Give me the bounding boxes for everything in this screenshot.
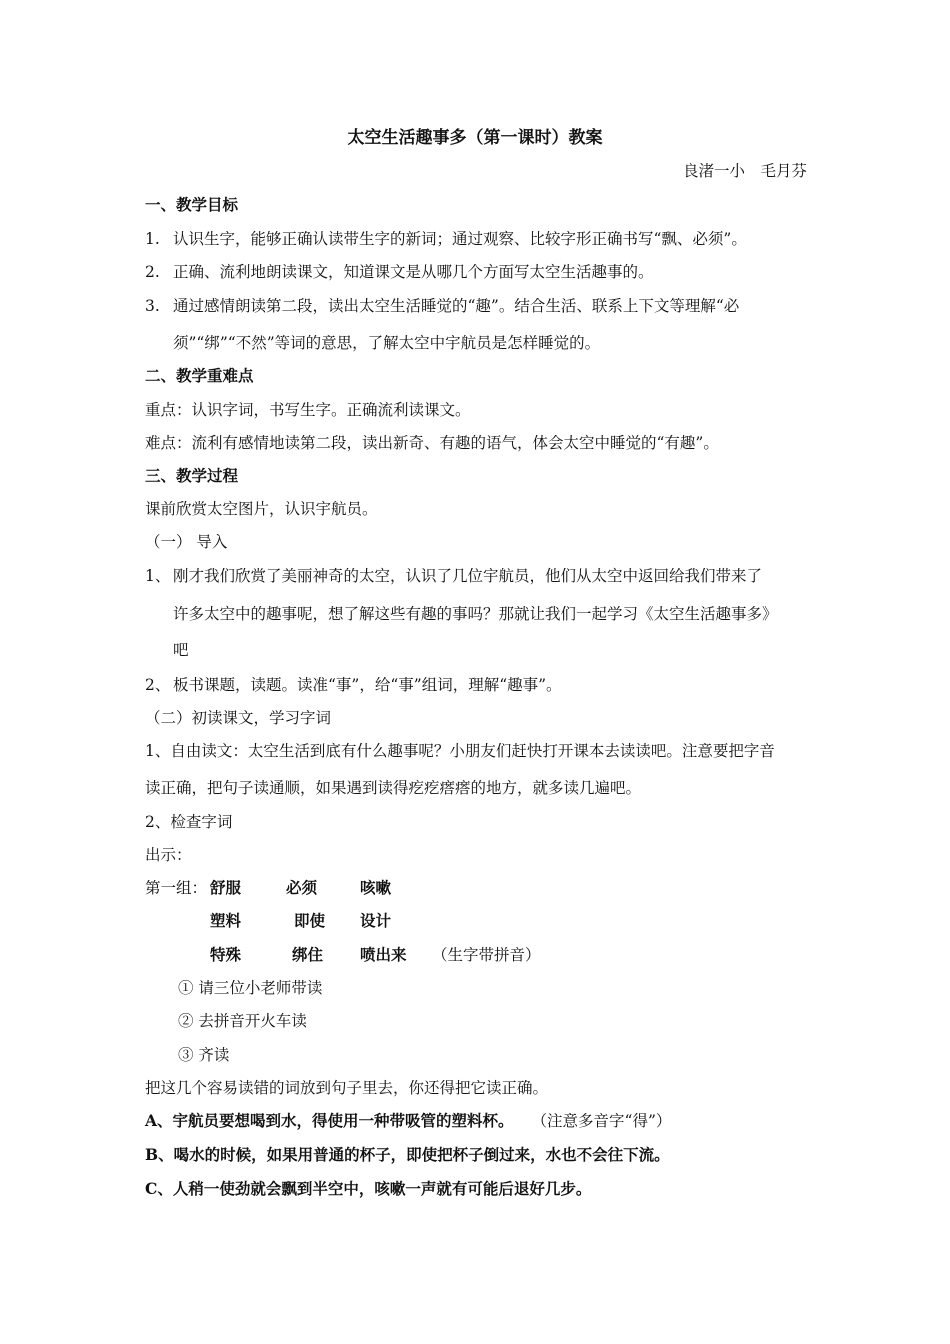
reading-item-1-continued: 读正确，把句子读通顺，如果遇到读得疙疙瘩瘩的地方，就多读几遍吧。 (145, 779, 642, 797)
intro-text: 刚才我们欣赏了美丽神奇的太空，认识了几位宇航员，他们从太空中返回给我们带来了 (173, 567, 763, 585)
word-row (210, 945, 541, 965)
word-row (210, 878, 391, 898)
section-heading-process: 三、教学过程 (145, 466, 239, 485)
objective-text: 正确、流利地朗读课文，知道课文是从哪几个方面写太空生活趣事的。 (173, 263, 654, 281)
objective-number: 2. (145, 263, 160, 281)
vocab-word: 即使 (294, 911, 326, 930)
objective-number: 3. (145, 297, 160, 315)
vocab-word: 舒服 (210, 878, 242, 897)
intro-number: 2、 (145, 676, 171, 694)
objective-item-2 (145, 262, 654, 282)
reading-item-1: 1、自由读文：太空生活到底有什么趣事呢？小朋友们赶快打开课本去读读吧。注意要把字音 (145, 742, 775, 760)
intro-item-1-line-2: 许多太空中的趣事呢，想了解这些有趣的事吗？那就让我们一起学习《太空生活趣事多》 (173, 605, 778, 623)
vocab-word: 咳嗽 (360, 878, 392, 897)
show-label: 出示： (145, 846, 192, 864)
vocab-word: 塑料 (210, 911, 242, 930)
objective-item-3-continued: 须”“绑”“不然”等词的意思，了解太空中宇航员是怎样睡觉的。 (173, 334, 601, 352)
intro-item-1-line-3: 吧 (173, 641, 189, 659)
document-title: 太空生活趣事多（第一课时）教案 (347, 128, 603, 148)
words-note: （生字带拼音） (432, 946, 541, 964)
section-heading-key-points: 二、教学重难点 (145, 366, 254, 385)
word-group-label: 第一组： (145, 879, 208, 897)
sentence-intro: 把这几个容易读错的词放到句子里去，你还得把它读正确。 (145, 1079, 549, 1097)
part-heading-reading: （二）初读课文，学习字词 (145, 709, 332, 727)
section-heading-objectives: 一、教学目标 (145, 195, 239, 214)
sentence-b: B、喝水的时候，如果用普通的杯子，即使把杯子倒过来，水也不会往下流。 (145, 1145, 670, 1164)
sentence-a-note: （注意多音字“得”） (531, 1112, 672, 1130)
sentence-a-text: A、宇航员要想喝到水，得使用一种带吸管的塑料杯。 (145, 1111, 514, 1130)
objective-text: 认识生字，能够正确认读带生字的新词；通过观察、比较字形正确书写“飘、必须”。 (173, 230, 747, 248)
objective-item-1 (145, 229, 747, 249)
reading-step-1: ① 请三位小老师带读 (178, 979, 323, 997)
intro-item-2 (145, 675, 562, 695)
reading-step-2: ② 去拼音开火车读 (178, 1012, 307, 1030)
objective-number: 1. (145, 230, 160, 248)
vocab-word: 设计 (360, 911, 392, 930)
sentence-a (145, 1111, 671, 1131)
intro-text: 板书课题，读题。读准“事”，给“事”组词，理解“趣事”。 (173, 676, 562, 694)
key-point-text: 重点：认识字词，书写生字。正确流利读课文。 (145, 401, 471, 419)
reading-item-2: 2、检查字词 (145, 813, 233, 831)
vocab-word: 喷出来 (360, 945, 407, 964)
objective-text: 通过感情朗读第二段，读出太空生活睡觉的“趣”。结合生活、联系上下文等理解“必 (173, 297, 740, 315)
difficult-point-text: 难点：流利有感情地读第二段，读出新奇、有趣的语气，体会太空中睡觉的“有趣”。 (145, 434, 719, 452)
author-line: 良渚一小 毛月芬 (682, 162, 807, 180)
objective-item-3 (145, 296, 739, 316)
word-row (210, 911, 391, 931)
vocab-word: 绑住 (292, 945, 324, 964)
vocab-word: 必须 (286, 878, 318, 897)
pre-class-text: 课前欣赏太空图片，认识宇航员。 (145, 500, 378, 518)
intro-number: 1、 (145, 567, 171, 585)
vocab-word: 特殊 (210, 945, 242, 964)
intro-item-1 (145, 566, 762, 586)
reading-step-3: ③ 齐读 (178, 1046, 230, 1064)
sentence-c: C、人稍一使劲就会飘到半空中，咳嗽一声就有可能后退好几步。 (145, 1179, 592, 1198)
part-heading-intro: （一） 导入 (145, 533, 228, 551)
